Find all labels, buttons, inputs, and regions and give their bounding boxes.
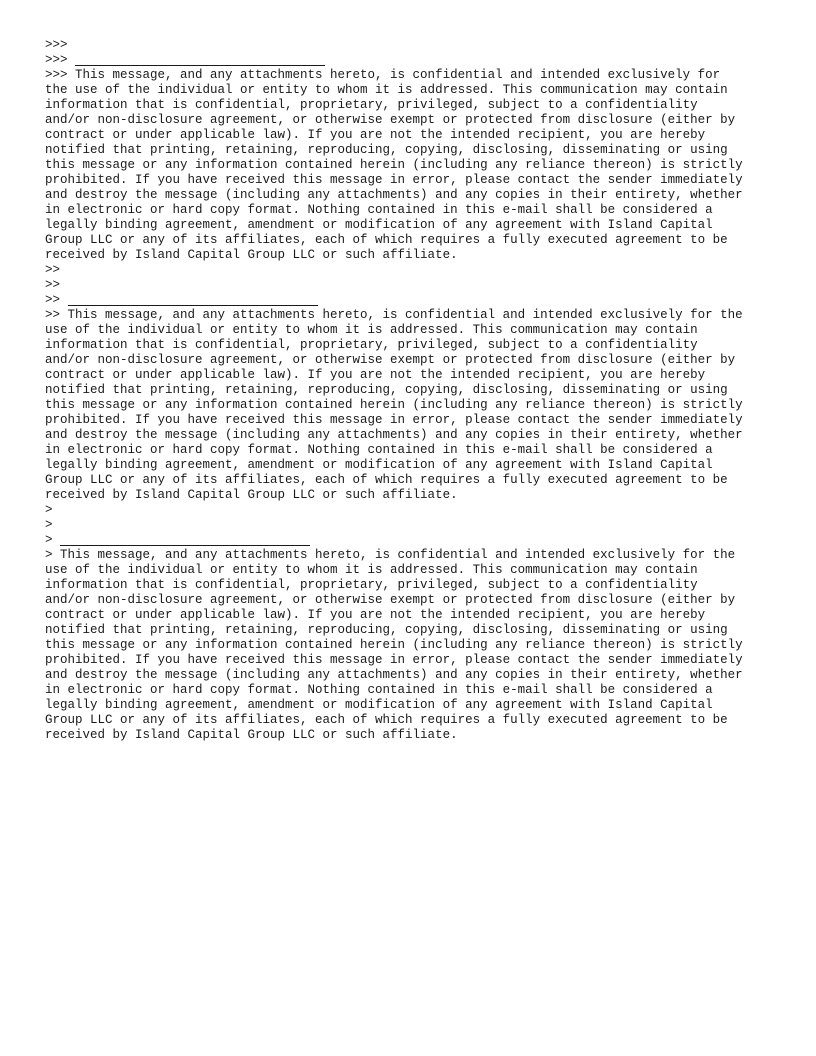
disclaimer-line: > This message, and any attachments hereto, is confidential and intended exclusively for the: [45, 548, 736, 562]
disclaimer-line: and/or non-disclosure agreement, or otherwise exempt or protected from disclosure (either by: [45, 113, 736, 127]
disclaimer-line: legally binding agreement, amendment or modification of any agreement with Island Capital: [45, 698, 713, 712]
disclaimer-line: legally binding agreement, amendment or modification of any agreement with Island Capital: [45, 218, 713, 232]
quote-marker-line: >: [45, 518, 53, 532]
disclaimer-line: Group LLC or any of its affiliates, each of which requires a fully executed agreement to be: [45, 713, 728, 727]
disclaimer-line: and/or non-disclosure agreement, or otherwise exempt or protected from disclosure (either by: [45, 593, 736, 607]
disclaimer-line: prohibited. If you have received this message in error, please contact the sender immediately: [45, 413, 743, 427]
disclaimer-line: use of the individual or entity to whom it is addressed. This communication may contain: [45, 323, 698, 337]
horizontal-rule: [75, 53, 325, 66]
quote-marker-line: >>>: [45, 38, 68, 52]
quote-prefix: >>: [45, 293, 68, 307]
quote-marker-line: >: [45, 503, 53, 517]
disclaimer-line: and destroy the message (including any attachments) and any copies in their entirety, whether: [45, 188, 743, 202]
disclaimer-line: Group LLC or any of its affiliates, each of which requires a fully executed agreement to be: [45, 473, 728, 487]
disclaimer-block-3: [45, 503, 785, 743]
disclaimer-block-2: [45, 263, 785, 503]
disclaimer-line: prohibited. If you have received this message in error, please contact the sender immediately: [45, 173, 743, 187]
disclaimer-line: information that is confidential, proprietary, privileged, subject to a confidentiality: [45, 98, 698, 112]
disclaimer-line: >>> This message, and any attachments hereto, is confidential and intended exclusively for: [45, 68, 721, 82]
separator-line: [45, 533, 785, 548]
disclaimer-line: this message or any information contained herein (including any reliance thereon) is strictly: [45, 158, 743, 172]
separator-line: [45, 53, 785, 68]
disclaimer-line: in electronic or hard copy format. Nothing contained in this e-mail shall be considered a: [45, 683, 713, 697]
disclaimer-line: in electronic or hard copy format. Nothing contained in this e-mail shall be considered a: [45, 203, 713, 217]
email-quoted-thread: [45, 38, 785, 743]
disclaimer-line: contract or under applicable law). If you are not the intended recipient, you are hereby: [45, 368, 706, 382]
disclaimer-line: the use of the individual or entity to whom it is addressed. This communication may contain: [45, 83, 728, 97]
disclaimer-line: >> This message, and any attachments hereto, is confidential and intended exclusively for the: [45, 308, 743, 322]
disclaimer-line: legally binding agreement, amendment or modification of any agreement with Island Capital: [45, 458, 713, 472]
quote-prefix: >: [45, 533, 61, 547]
separator-line: [45, 293, 785, 308]
disclaimer-line: information that is confidential, proprietary, privileged, subject to a confidentiality: [45, 578, 698, 592]
disclaimer-line: in electronic or hard copy format. Nothing contained in this e-mail shall be considered a: [45, 443, 713, 457]
quote-marker-line: >>: [45, 278, 61, 292]
disclaimer-line: received by Island Capital Group LLC or such affiliate.: [45, 488, 458, 502]
disclaimer-line: contract or under applicable law). If you are not the intended recipient, you are hereby: [45, 128, 706, 142]
disclaimer-line: use of the individual or entity to whom it is addressed. This communication may contain: [45, 563, 698, 577]
disclaimer-line: notified that printing, retaining, reproducing, copying, disclosing, disseminating or using: [45, 383, 728, 397]
disclaimer-line: this message or any information contained herein (including any reliance thereon) is strictly: [45, 398, 743, 412]
disclaimer-line: Group LLC or any of its affiliates, each of which requires a fully executed agreement to be: [45, 233, 728, 247]
quote-prefix: >>>: [45, 53, 76, 67]
disclaimer-line: notified that printing, retaining, reproducing, copying, disclosing, disseminating or using: [45, 143, 728, 157]
disclaimer-line: notified that printing, retaining, reproducing, copying, disclosing, disseminating or using: [45, 623, 728, 637]
disclaimer-block-1: [45, 38, 785, 263]
horizontal-rule: [60, 533, 310, 546]
disclaimer-line: received by Island Capital Group LLC or such affiliate.: [45, 728, 458, 742]
disclaimer-line: and destroy the message (including any attachments) and any copies in their entirety, whether: [45, 668, 743, 682]
disclaimer-line: this message or any information contained herein (including any reliance thereon) is strictly: [45, 638, 743, 652]
disclaimer-line: and destroy the message (including any attachments) and any copies in their entirety, whether: [45, 428, 743, 442]
disclaimer-line: received by Island Capital Group LLC or such affiliate.: [45, 248, 458, 262]
disclaimer-line: information that is confidential, proprietary, privileged, subject to a confidentiality: [45, 338, 698, 352]
horizontal-rule: [68, 293, 318, 306]
quote-marker-line: >>: [45, 263, 61, 277]
disclaimer-line: prohibited. If you have received this message in error, please contact the sender immediately: [45, 653, 743, 667]
disclaimer-line: and/or non-disclosure agreement, or otherwise exempt or protected from disclosure (either by: [45, 353, 736, 367]
disclaimer-line: contract or under applicable law). If you are not the intended recipient, you are hereby: [45, 608, 706, 622]
